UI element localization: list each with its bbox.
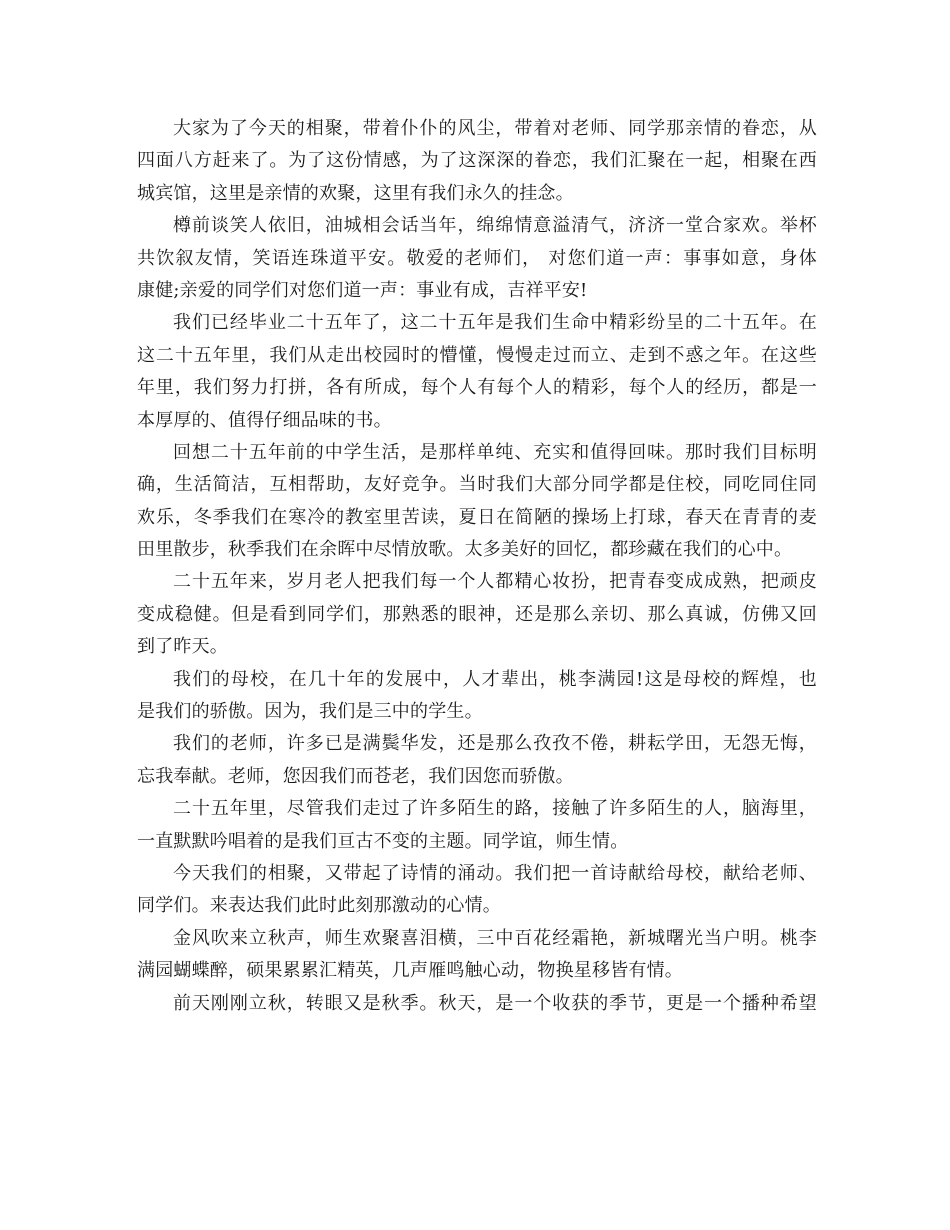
text-line: 今天我们的相聚，又带起了诗情的涌动。我们把一首诗献给母校，献给老师、: [173, 862, 817, 884]
text-line: 变成稳健。但是看到同学们，那熟悉的眼神，还是那么亲切、那么真诚，仿佛又回: [137, 603, 817, 625]
text-line: 一直默默吟唱着的是我们亘古不变的主题。同学谊，师生情。: [137, 830, 629, 852]
text-line: 确，生活简洁，互相帮助，友好竞争。当时我们大部分同学都是住校，同吃同住同: [137, 474, 817, 496]
text-line: 本厚厚的、值得仔细品味的书。: [137, 409, 392, 431]
text-line: 我们的母校，在几十年的发展中，人才辈出，桃李满园!这是母校的辉煌，也: [173, 668, 817, 690]
text-line: 同学们。来表达我们此时此刻那激动的心情。: [137, 895, 501, 917]
text-line: 忘我奉献。老师，您因我们而苍老，我们因您而骄傲。: [137, 765, 574, 787]
text-line: 二十五年来，岁月老人把我们每一个人都精心妆扮，把青春变成成熟，把顽皮: [173, 571, 817, 593]
text-line: 城宾馆，这里是亲情的欢聚，这里有我们永久的挂念。: [137, 182, 574, 204]
text-line: 樽前谈笑人依旧，油城相会话当年，绵绵情意溢清气，济济一堂合家欢。举杯: [173, 215, 817, 237]
text-line: 前天刚刚立秋，转眼又是秋季。秋天，是一个收获的季节，更是一个播种希望: [173, 992, 817, 1014]
text-line: 这二十五年里，我们从走出校园时的懵懂，慢慢走过而立、走到不惑之年。在这些: [137, 344, 817, 366]
text-line: 我们的老师，许多已是满鬓华发，还是那么孜孜不倦，耕耘学田，无怨无悔，: [173, 733, 817, 755]
text-line: 我们已经毕业二十五年了，这二十五年是我们生命中精彩纷呈的二十五年。在: [173, 312, 817, 334]
text-line: 四面八方赶来了。为了这份情感，为了这深深的眷恋，我们汇聚在一起，相聚在西: [137, 150, 817, 172]
text-line: 二十五年里，尽管我们走过了许多陌生的路，接触了许多陌生的人，脑海里，: [173, 798, 817, 820]
text-line: 欢乐，冬季我们在寒冷的教室里苦读，夏日在简陋的操场上打球，春天在青青的麦: [137, 506, 817, 528]
text-line: 到了昨天。: [137, 636, 228, 658]
text-line: 共饮叙友情，笑语连珠道平安。敬爱的老师们， 对您们道一声：事事如意，身体: [137, 247, 817, 269]
text-line: 满园蝴蝶醉，硕果累累汇精英，几声雁鸣触心动，物换星移皆有情。: [137, 960, 683, 982]
text-line: 大家为了今天的相聚，带着仆仆的风尘，带着对老师、同学那亲情的眷恋，从: [173, 118, 817, 139]
text-line: 年里，我们努力打拼，各有所成，每个人有每个人的精彩，每个人的经历，都是一: [137, 377, 817, 399]
document-page: [137, 113, 817, 1020]
text-line: 田里散步，秋季我们在余晖中尽情放歌。太多美好的回忆，都珍藏在我们的心中。: [137, 539, 793, 561]
text-line: 康健;亲爱的同学们对您们道一声：事业有成，吉祥平安!: [137, 279, 588, 301]
text-line: 金风吹来立秋声，师生欢聚喜泪横，三中百花经霜艳，新城曙光当户明。桃李: [173, 927, 817, 949]
text-line: 回想二十五年前的中学生活，是那样单纯、充实和值得回味。那时我们目标明: [173, 441, 817, 463]
text-line: 是我们的骄傲。因为，我们是三中的学生。: [137, 701, 483, 723]
